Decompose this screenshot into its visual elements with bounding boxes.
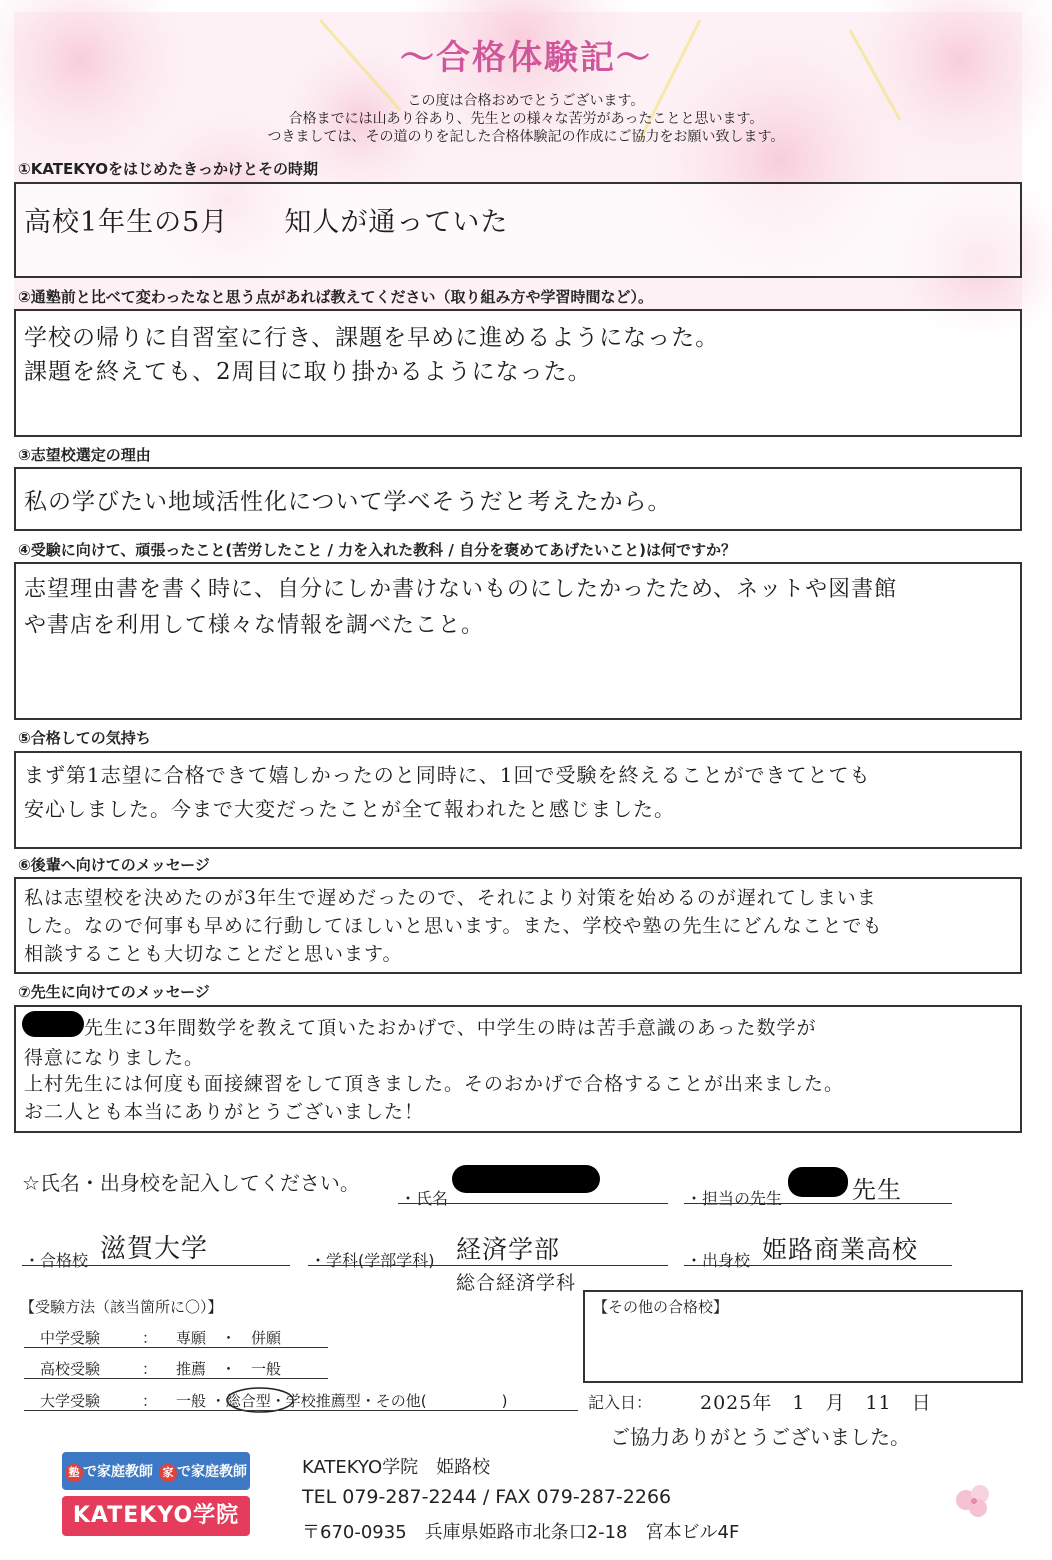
method-row-options[interactable]: 一般 ・総合型・学校推薦型・その他( ) bbox=[176, 1392, 508, 1410]
dept-value: 経済学部 bbox=[456, 1235, 561, 1264]
redacted-name bbox=[452, 1165, 600, 1193]
divider bbox=[24, 1410, 578, 1411]
school-label: ・合格校 bbox=[24, 1251, 89, 1270]
method-row-colon: ： bbox=[142, 1392, 158, 1410]
question-2-answer-box[interactable] bbox=[14, 309, 1022, 437]
divider bbox=[24, 1378, 328, 1379]
question-6-label: ⑥後輩へ向けてのメッセージ bbox=[18, 856, 210, 874]
redacted-teacher bbox=[788, 1167, 848, 1197]
intro-text bbox=[0, 92, 1052, 146]
origin-field[interactable] bbox=[684, 1265, 952, 1266]
question-4-answer-box[interactable] bbox=[14, 562, 1022, 720]
answer-line: 学校の帰りに自習室に行き、課題を早めに進めるようになった。 bbox=[24, 325, 720, 351]
katekyo-tagline-logo bbox=[62, 1452, 250, 1490]
question-3-answer-box[interactable] bbox=[14, 467, 1022, 531]
method-row-options[interactable]: 推薦 ・ 一般 bbox=[176, 1360, 282, 1378]
other-schools-box[interactable] bbox=[583, 1290, 1023, 1383]
question-3-label: ③志望校選定の理由 bbox=[18, 446, 151, 464]
answer-line: お二人とも本当にありがとうございました！ bbox=[24, 1101, 425, 1123]
origin-value: 姫路商業高校 bbox=[762, 1235, 919, 1264]
dept-value-2: 総合経済学科 bbox=[456, 1272, 577, 1294]
question-6-answer-box[interactable] bbox=[14, 877, 1022, 974]
contact-phone: TEL 079-287-2244 / FAX 079-287-2266 bbox=[302, 1486, 672, 1508]
logo-text: で家庭教師 bbox=[177, 1463, 247, 1480]
method-title: 【受験方法（該当箇所に〇）】 bbox=[20, 1298, 223, 1316]
method-row-colon: ： bbox=[142, 1329, 158, 1347]
answer-line: 課題を終えても、2周目に取り掛かるようになった。 bbox=[24, 359, 592, 385]
intro-line: 合格までには山あり谷あり、先生との様々な苦労があったことと思います。 bbox=[288, 111, 764, 127]
question-2-label: ②通塾前と比べて変わったなと思う点があれば教えてください（取り組み方や学習時間など）。 bbox=[18, 288, 654, 306]
method-row-label: 大学受験 bbox=[40, 1392, 101, 1410]
cherry-blossom-icon bbox=[944, 1476, 1004, 1526]
logo-tag: 塾 bbox=[65, 1464, 83, 1482]
logo-text: で家庭教師 bbox=[83, 1463, 153, 1480]
dept-field[interactable] bbox=[308, 1265, 668, 1266]
method-row-colon: ： bbox=[142, 1360, 158, 1378]
method-row-label: 高校受験 bbox=[40, 1360, 101, 1378]
answer-line: や書店を利用して様々な情報を調べたこと。 bbox=[24, 613, 485, 638]
form-instruction: ☆氏名・出身校を記入してください。 bbox=[22, 1171, 360, 1195]
question-4-label: ④受験に向けて、頑張ったこと(苦労したこと / 力を入れた教科 / 自分を褒めてあげたいこと)は何ですか？ bbox=[18, 541, 736, 559]
date-value: 2025年 1 月 11 日 bbox=[700, 1392, 932, 1414]
school-value: 滋賀大学 bbox=[100, 1234, 209, 1264]
school-field[interactable] bbox=[22, 1265, 290, 1266]
question-7-answer-box[interactable] bbox=[14, 1005, 1022, 1133]
answer-line: 上村先生には何度も面接練習をして頂きました。そのおかげで合格することが出来ました。 bbox=[24, 1073, 845, 1095]
answer-line: 私の学びたい地域活性化について学べそうだと考えたから。 bbox=[24, 489, 672, 515]
question-1-label: ①KATEKYOをはじめたきっかけとその時期 bbox=[18, 160, 318, 178]
other-schools-label: 【その他の合格校】 bbox=[593, 1298, 729, 1316]
intro-line: つきましては、その道のりを記した合格体験記の作成にご協力をお願い致します。 bbox=[267, 129, 785, 145]
question-5-answer-box[interactable] bbox=[14, 751, 1022, 849]
thanks-text: ご協力ありがとうございました。 bbox=[610, 1425, 910, 1449]
katekyo-logo: KATEKYO学院 bbox=[62, 1496, 250, 1536]
dept-label: ・学科(学部学科) bbox=[310, 1251, 435, 1270]
school-name: KATEKYO学院 姫路校 bbox=[302, 1457, 491, 1478]
teacher-value: 先生 bbox=[852, 1176, 902, 1204]
answer-line: 志望理由書を書く時に、自分にしか書けないものにしたかったため、ネットや図書館 bbox=[24, 577, 898, 602]
answer-line: 相談することも大切なことだと思います。 bbox=[24, 943, 403, 965]
school-address: 〒670-0935 兵庫県姫路市北条口2-18 宮本ビル4F bbox=[302, 1522, 740, 1543]
question-5-label: ⑤合格しての気持ち bbox=[18, 729, 151, 747]
answer-line: 高校1年生の5月 知人が通っていた bbox=[24, 207, 509, 238]
name-label: ・氏名 bbox=[400, 1189, 449, 1208]
answer-line: 安心しました。今まで大変だったことが全て報われたと感じました。 bbox=[24, 797, 675, 821]
divider bbox=[24, 1347, 328, 1348]
page-title: ～合格体験記～ bbox=[400, 38, 652, 78]
teacher-label: ・担当の先生 bbox=[686, 1189, 783, 1208]
answer-line: 私は志望校を決めたのが3年生で遅めだったので、それにより対策を始めるのが遅れてしまいま bbox=[24, 887, 877, 909]
method-row-label: 中学受験 bbox=[40, 1329, 101, 1347]
method-row-options[interactable]: 専願 ・ 併願 bbox=[176, 1329, 282, 1347]
logo-tag: 家 bbox=[159, 1464, 177, 1482]
name-field[interactable] bbox=[398, 1203, 668, 1204]
question-1-answer-box[interactable] bbox=[14, 182, 1022, 278]
date-label: 記入日： bbox=[588, 1393, 653, 1412]
origin-label: ・出身校 bbox=[686, 1251, 751, 1270]
answer-line: まず第1志望に合格できて嬉しかったのと同時に、1回で受験を終えることができてとても bbox=[24, 763, 871, 787]
question-7-label: ⑦先生に向けてのメッセージ bbox=[18, 983, 210, 1001]
teacher-field[interactable] bbox=[684, 1203, 952, 1204]
answer-line: 得意になりました。 bbox=[24, 1047, 205, 1069]
answer-line: 先生に3年間数学を教えて頂いたおかげで、中学生の時は苦手意識のあった数学が bbox=[24, 1017, 817, 1039]
answer-line: した。なので何事も早めに行動してほしいと思います。また、学校や塾の先生にどんなことでも bbox=[24, 915, 883, 937]
intro-line: この度は合格おめでとうございます。 bbox=[407, 93, 645, 109]
